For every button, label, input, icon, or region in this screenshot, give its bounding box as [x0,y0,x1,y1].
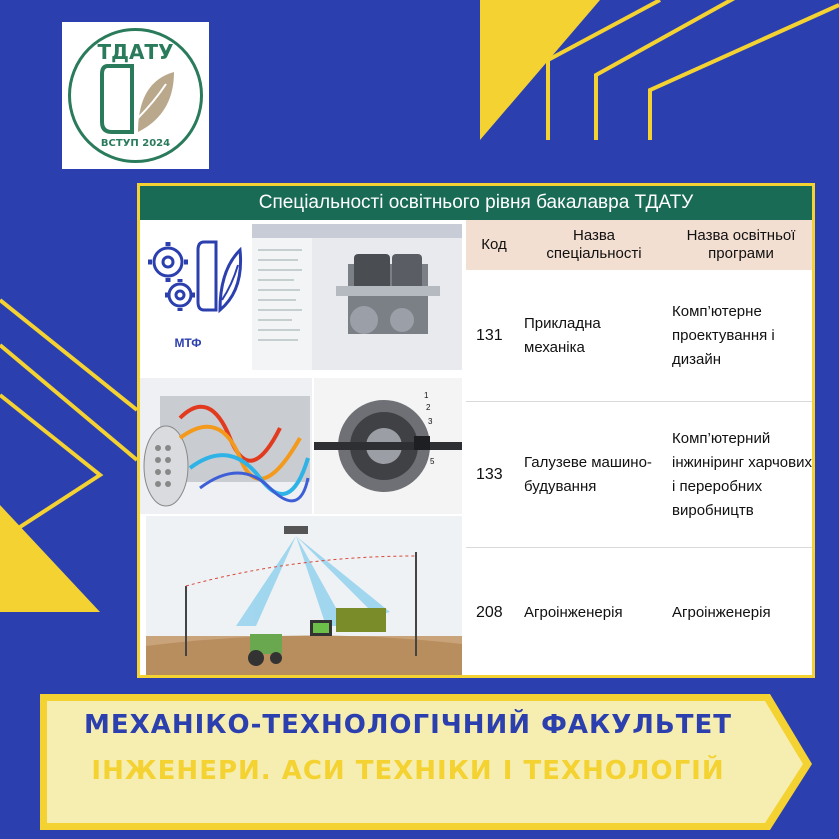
row-code: 208 [476,604,503,621]
faculty-title: МЕХАНІКО-ТЕХНОЛОГІЧНИЙ ФАКУЛЬТЕТ [84,710,732,740]
logo-subtitle: ВСТУП 2024 [100,138,171,149]
row-code: 133 [476,465,503,483]
yellow-triangle-left [0,505,100,612]
row-specialty: Агроінженерія [524,604,623,621]
table-header [466,220,812,270]
table-row [466,270,812,402]
emblem-label: МТФ [174,336,202,350]
panel-title: Спеціальності освітнього рівня бакалавра ТДАТУ [140,186,812,220]
mechanism-image [314,378,462,514]
row-specialty: Прикладна механіка [524,314,601,356]
column-header-name: Назва спеціальності [546,227,642,262]
logo-card [62,22,209,169]
svg-text:2: 2 [426,403,431,412]
precision-agriculture-image [146,516,462,676]
gears-icon [154,248,191,306]
column-header-program: Назва освітньої програми [686,227,796,262]
svg-text:5: 5 [430,457,435,466]
row-code: 131 [476,326,503,344]
logo-title: ТДАТУ [97,40,174,64]
leaf-emblem-icon [198,242,216,310]
row-program: Комп’ютерне проектування і дизайн [672,302,775,368]
table-row [466,548,812,678]
row-specialty: Галузеве машино-будування [524,453,652,495]
svg-text:1: 1 [424,391,429,400]
column-header-code: Код [481,236,507,253]
faculty-slogan: ІНЖЕНЕРИ. АСИ ТЕХНІКИ І ТЕХНОЛОГІЙ [91,756,725,786]
yellow-triangle-top [480,0,600,140]
cad-model-image [252,224,462,370]
specialties-table [466,220,812,678]
specialties-panel [137,183,815,678]
flow-simulation-image [140,378,312,514]
svg-text:3: 3 [428,417,433,426]
row-program: Агроінженерія [672,604,771,621]
images-column [140,220,466,678]
table-row [466,402,812,548]
mtf-emblem [140,220,250,370]
row-program: Комп’ютерний інжиніринг харчових і переробних виробництв [672,429,812,519]
